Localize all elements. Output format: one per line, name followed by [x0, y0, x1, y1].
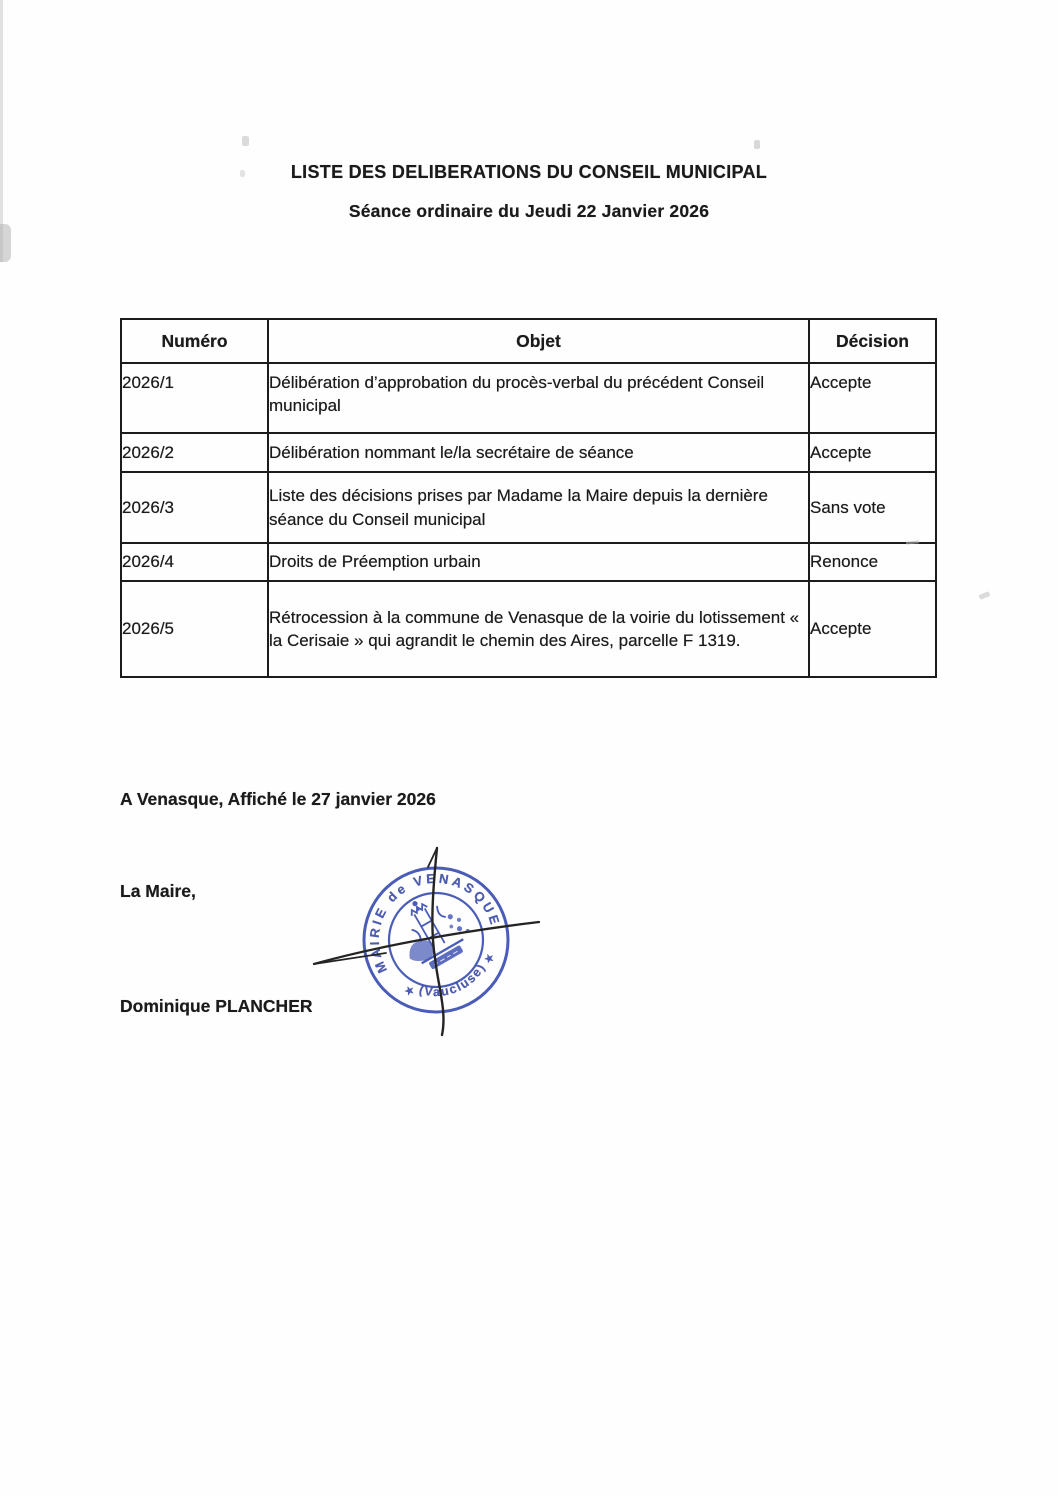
cell-decision: Renonce	[809, 543, 936, 581]
scan-artifact	[754, 140, 760, 149]
cell-numero: 2026/2	[121, 433, 268, 472]
column-header-decision: Décision	[809, 319, 936, 363]
cell-decision: Accepte	[809, 433, 936, 472]
signatory-role: La Maire,	[120, 881, 196, 901]
cell-numero: 2026/4	[121, 543, 268, 581]
scan-artifact	[978, 591, 990, 600]
cell-decision: Accepte	[809, 363, 936, 433]
stamp-arc-top-text: MAIRIE de VENASQUE	[366, 870, 504, 976]
scan-artifact	[0, 0, 3, 262]
document-title: LISTE DES DELIBERATIONS DU CONSEIL MUNICIPAL	[290, 162, 768, 182]
scan-artifact	[0, 224, 11, 262]
column-header-numero: Numéro	[121, 319, 268, 363]
signatory-name: Dominique PLANCHER	[120, 996, 313, 1016]
document-subtitle: Séance ordinaire du Jeudi 22 Janvier 2026	[348, 201, 710, 221]
table-row	[121, 543, 936, 581]
cell-objet: Délibération nommant le/la secrétaire de séance	[268, 433, 809, 472]
column-header-objet: Objet	[268, 319, 809, 363]
cell-objet: Rétrocession à la commune de Venasque de la voirie du lotissement « la Cerisaie » qui agrandit le chemin des Aires, parcelle F 1319.	[268, 581, 809, 677]
cell-numero: 2026/5	[121, 581, 268, 677]
cell-objet: Délibération d’approbation du procès-verbal du précédent Conseil municipal	[268, 363, 809, 433]
cell-decision: Sans vote	[809, 472, 936, 543]
table-row	[121, 472, 936, 543]
scan-artifact	[242, 136, 249, 146]
table-row	[121, 581, 936, 677]
posting-line: A Venasque, Affiché le 27 janvier 2026	[120, 789, 436, 809]
table-row	[121, 433, 936, 472]
cell-decision: Accepte	[809, 581, 936, 677]
cell-objet: Liste des décisions prises par Madame la Maire depuis la dernière séance du Conseil municipal	[268, 472, 809, 543]
cell-numero: 2026/3	[121, 472, 268, 543]
cell-objet: Droits de Préemption urbain	[268, 543, 809, 581]
table-row	[121, 363, 936, 433]
cell-numero: 2026/1	[121, 363, 268, 433]
stamp-ink	[342, 846, 529, 1033]
star-icon: ★	[481, 949, 497, 967]
municipal-stamp	[308, 843, 548, 1043]
stamp-arc-bottom-text: (Vaucluse)	[417, 960, 489, 1000]
star-icon: ★	[401, 982, 418, 1000]
table-header-row	[121, 319, 936, 363]
deliberations-table	[120, 318, 937, 678]
